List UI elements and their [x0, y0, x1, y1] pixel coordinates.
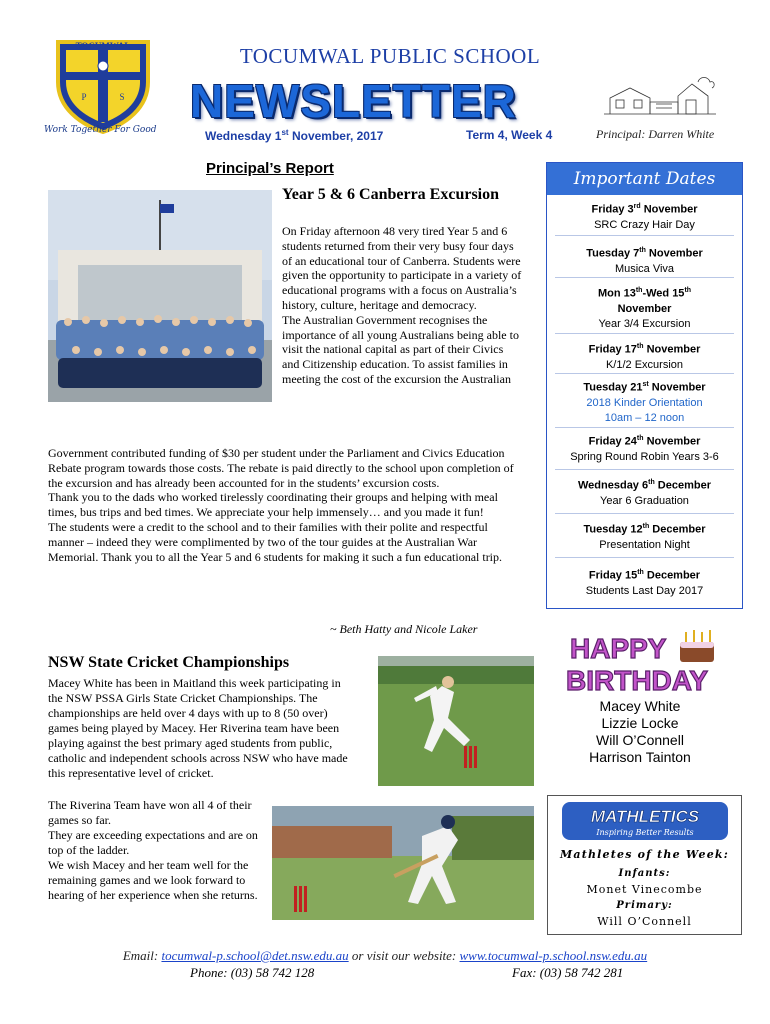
- date-item: Wednesday 6th December Year 6 Graduation: [578, 479, 711, 507]
- footer-phone: Phone: (03) 58 742 128: [190, 965, 315, 980]
- happy-birthday-banner: [562, 628, 720, 694]
- newsletter-title: NEWSLETTER: [190, 75, 517, 127]
- svg-text:MATHLETICS: MATHLETICS: [590, 807, 700, 826]
- canberra-article-body-1: On Friday afternoon 48 very tired Year 5 and 6 students returned from their very busy four days of an educational tour of Canberra. Students were given the opportunity to participate in a variety of educational programs with a focus on Australia’s history, culture, heritage and democracy. The Australian Government recognises the importance of all young Australians being able to visit the national capital as part of their Civics and Citizenship education. To assist families in meeting the cost of the excursion the Australian: [282, 224, 522, 386]
- date-item: Tuesday 21st November 2018 Kinder Orientation 10am – 12 noon: [583, 381, 706, 424]
- birthday-name: Lizzie Locke: [601, 715, 679, 731]
- school-name: TOCUMWAL PUBLIC SCHOOL: [239, 44, 541, 68]
- important-dates-title: Important Dates: [547, 163, 742, 195]
- canberra-article-body-2: Government contributed funding of $30 per student under the Parliament and Civics Education Rebate program towards those costs. The rebate is paid directly to the school upon completion of the excursion and has already been accounted for in the students’ excursion costs. Thank you to the dads who worked tirelessly coordinating their groups and helping with meal times, bus trips and bed times. We appreciate your help immensely… and you made it fun! The students were a credit to the school and to their families with their polite and respectful manner – indeed they were complimented by two of the tour guides at the Australian War Memorial. Thank you to all the Year 5 and 6 students for making it such a fun educational trip.: [48, 446, 514, 564]
- date-item: Friday 17th November K/1/2 Excursion: [588, 343, 701, 371]
- primary-label: Primary:: [616, 900, 673, 911]
- school-crest-logo: [52, 36, 154, 134]
- canberra-parliament-photo: [48, 190, 272, 402]
- date-item: Friday 15th December Students Last Day 2017: [585, 569, 704, 597]
- term-week: Term 4, Week 4: [466, 128, 553, 142]
- issue-date: Wednesday 1st November, 2017: [205, 128, 384, 143]
- svg-text:P: P: [81, 92, 87, 102]
- infants-label: Infants:: [618, 868, 671, 879]
- footer-fax: Fax: (03) 58 742 281: [512, 965, 624, 980]
- website-link[interactable]: www.tocumwal-p.school.nsw.edu.au: [459, 948, 648, 963]
- date-item: Tuesday 7th November Musica Viva: [586, 247, 703, 275]
- infants-winner: Monet Vinecombe: [586, 883, 703, 896]
- date-item: Tuesday 12th December Presentation Night: [583, 523, 706, 551]
- svg-text:TOCUMWAL: TOCUMWAL: [75, 41, 131, 51]
- cricket-article-title: NSW State Cricket Championships: [48, 654, 290, 671]
- email-link[interactable]: tocumwal-p.school@det.nsw.edu.au: [161, 948, 349, 963]
- cricket-bowler-photo: [378, 656, 534, 786]
- principal-name: Principal: Darren White: [596, 127, 715, 141]
- footer-contact-line: Email: tocumwal-p.school@det.nsw.edu.au or visit our website: www.tocumwal-p.school.nsw.edu.au: [122, 948, 648, 963]
- birthday-name: Harrison Tainton: [589, 749, 691, 765]
- report-signoff: ~ Beth Hatty and Nicole Laker: [330, 622, 478, 636]
- school-motto: Work Together For Good: [44, 125, 157, 135]
- svg-text:HAPPY: HAPPY: [570, 633, 667, 664]
- important-dates-panel: [546, 162, 743, 609]
- principals-report-heading: Principal’s Report: [206, 160, 334, 177]
- svg-text:S: S: [119, 92, 125, 102]
- mathletes-heading: Mathletes of the Week:: [559, 848, 729, 861]
- birthday-name: Will O’Connell: [596, 732, 684, 748]
- birthday-names-list: [560, 698, 720, 766]
- cricket-article-body-1: Macey White has been in Maitland this week participating in the NSW PSSA Girls State Cricket Championships. The championships are held over 4 days with up to 8 (50 over) games being played by Macey. Her Riverina team have been playing against the best primary aged students from public, catholic and independent schools across NSW who have made this representative level of cricket.: [48, 676, 348, 780]
- mathletics-logo: [562, 802, 728, 840]
- mathletics-panel: [547, 795, 742, 935]
- school-building-sketch: [600, 74, 720, 122]
- date-item: Friday 3rd November SRC Crazy Hair Day: [591, 203, 698, 231]
- cricket-batsman-photo: [272, 806, 534, 920]
- svg-text:BIRTHDAY: BIRTHDAY: [566, 665, 709, 694]
- svg-text:Inspiring Better Results: Inspiring Better Results: [596, 828, 694, 837]
- date-item: Mon 13th-Wed 15th November Year 3/4 Excursion: [597, 287, 692, 330]
- date-item: Friday 24th November Spring Round Robin Years 3-6: [570, 435, 719, 463]
- canberra-article-title: Year 5 & 6 Canberra Excursion: [282, 186, 500, 203]
- cricket-article-body-2: The Riverina Team have won all 4 of their games so far. They are exceeding expectations and are on top of the ladder. We wish Macey and her team well for the remaining games and we look forward to hearing of her experience when she returns.: [48, 798, 258, 902]
- birthday-name: Macey White: [599, 698, 681, 714]
- primary-winner: Will O’Connell: [597, 915, 692, 928]
